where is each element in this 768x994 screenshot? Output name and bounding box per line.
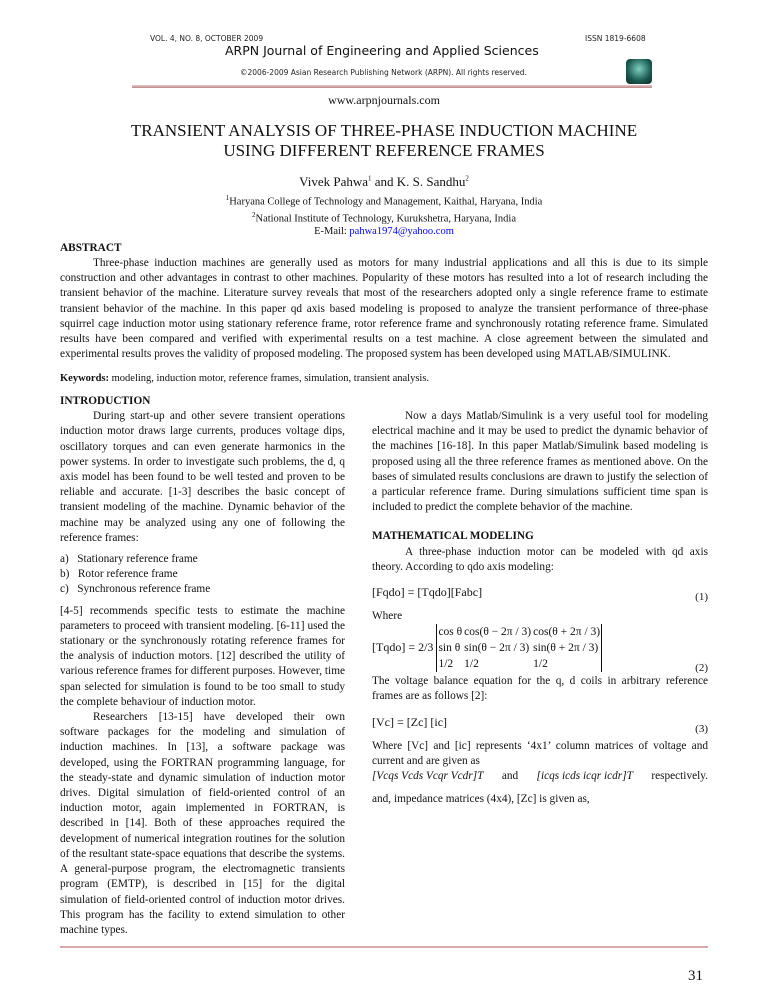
page-number: 31 <box>688 968 703 984</box>
paper-title <box>0 121 768 161</box>
left-column <box>60 394 345 938</box>
abstract-text: Three-phase induction machines are generally used as motors for many industrial applications and all this is due to its simple construction and other advantages in contrast to other machines. Popularity of these motors has resulted into a lot of research including the transient behavior of the machine. Literature survey reveals that most of the researchers adopted only a single reference frame to estimate transient behavior of the machine. In this paper qd axis based modeling is proposed to analyze the transient performance of three-phase squirrel cage induction motor using stationary reference frame, rotor reference frame and synchronously rotating reference frame. Simulated results have been compared and verified with experimental results on a test machine. A close agreement between the simulated and experimental results proves the validity of proposed modeling. The proposed system has been developed using MATLAB/SIMULINK. <box>60 257 708 361</box>
modeling-paragraph: Where [Vc] and [ic] represents ‘4x1’ column matrices of voltage and current and are given as <box>372 739 708 767</box>
modeling-paragraph: and, impedance matrices (4x4), [Zc] is given as, <box>372 793 590 806</box>
vector-definitions <box>372 769 708 784</box>
footer-divider <box>60 946 708 948</box>
authors <box>0 174 768 190</box>
cell: sin(θ + 2π / 3) <box>533 642 599 655</box>
list-item: c) Synchronous reference frame <box>60 583 211 596</box>
sup: 1 <box>368 174 372 183</box>
keywords-text: modeling, induction motor, reference frames, simulation, transient analysis. <box>109 373 430 384</box>
modeling-paragraph: A three-phase induction motor can be modeled with qd axis theory. According to qdo axis modeling: <box>372 545 708 573</box>
journal-name: ARPN Journal of Engineering and Applied Sciences <box>225 43 539 58</box>
author-2: and K. S. Sandhu <box>371 174 466 189</box>
copyright: ©2006-2009 Asian Research Publishing Network (ARPN). All rights reserved. <box>240 68 527 77</box>
cell: sin θ <box>438 642 461 655</box>
volume-info: VOL. 4, NO. 8, OCTOBER 2009 <box>150 34 264 43</box>
eq-number: (2) <box>695 662 708 675</box>
intro-heading: INTRODUCTION <box>60 395 151 407</box>
affiliations <box>0 192 768 239</box>
cell: cos(θ + 2π / 3) <box>533 626 601 639</box>
keywords <box>60 371 708 386</box>
eq-number: (3) <box>695 722 708 735</box>
list-item: b) Rotor reference frame <box>60 568 178 581</box>
intro-paragraph: Now a days Matlab/Simulink is a very useful tool for modeling electrical machine and it may be used to predict the dynamic behavior of the machines [16-18]. In this paper Matlab/Simulink based modeling is proposed using all the three reference frames as mentioned above. On the bases of simulated results conclusions are drawn to justify the selection of a particular reference frame. During simulations sufficient time span is included to predict the complete behavior of the machine. <box>372 410 708 514</box>
eq-number: (1) <box>695 591 708 604</box>
and-text: and <box>501 770 519 783</box>
author-1: Vivek Pahwa <box>299 174 368 189</box>
eq-text: [Fqdo] = [Tqdo][Fabc] <box>372 585 483 600</box>
title-line: TRANSIENT ANALYSIS OF THREE-PHASE INDUCTION MACHINE <box>130 121 638 140</box>
sup: 2 <box>251 211 256 219</box>
arpn-logo <box>626 59 652 84</box>
abstract-heading: ABSTRACT <box>60 242 122 254</box>
eq-text: [Vc] = [Zc] [ic] <box>372 714 448 729</box>
title-line: USING DIFFERENT REFERENCE FRAMES <box>223 141 545 160</box>
equation-3 <box>372 715 708 739</box>
intro-paragraph: During start-up and other severe transient operations induction motor draws large currents, produces voltage dips, oscillatory torques and can even generate harmonics in the power systems. In order to investigate such problems, the d, q axis model has been found to be well tested and proven to be reliable and accurate. [1-3] describes the basic concept of transient modeling of the machine. Dynamic behavior of the machine may be analyzed using any one of following the reference frames: <box>60 410 345 544</box>
website-link[interactable]: www.arpnjournals.com <box>328 93 440 107</box>
keywords-label: Keywords: <box>60 373 109 384</box>
cell: cos(θ − 2π / 3) <box>464 626 532 639</box>
list-item: a) Stationary reference frame <box>60 553 198 566</box>
reference-frame-list <box>60 552 345 598</box>
sup: 1 <box>225 194 230 202</box>
where-label: Where <box>372 610 403 623</box>
transform-matrix <box>436 624 602 672</box>
equation-1 <box>372 585 708 609</box>
aff-text: National Institute of Technology, Kurukshetra, Haryana, India <box>255 213 517 225</box>
respectively-text: respectively. <box>651 770 708 783</box>
affiliation-1 <box>0 192 768 209</box>
equation-2 <box>372 624 708 674</box>
email-link[interactable]: pahwa1974@yahoo.com <box>349 226 454 237</box>
cell: sin(θ − 2π / 3) <box>464 642 530 655</box>
cell: cos θ <box>438 626 463 639</box>
eq-text: [Tqdo] = 2/3 <box>372 639 434 654</box>
email-label: E-Mail: <box>314 226 350 237</box>
cell: 1/2 <box>533 658 548 671</box>
issn: ISSN 1819-6608 <box>585 34 646 43</box>
intro-paragraph: [4-5] recommends specific tests to estimate the machine parameters to proceed with transient modeling. [6-11] used the stationary or the synchronously rotating reference frames for the analysis of induction motors. [12] described the utility of various reference frames for different purposes. However, time span selected for simulation is found to be too small to study the complete behaviour of induction motor. <box>60 604 345 708</box>
email <box>0 226 768 239</box>
cell: 1/2 <box>464 658 479 671</box>
voltage-vector: [Vcqs Vcds Vcqr Vcdr]T <box>372 770 484 783</box>
intro-paragraph: Researchers [13-15] have developed their own software packages for the modeling and simulation of induction machines. In [13], a software package was developed, using the FORTRAN programming language, for the steady-state and dynamic simulation of induction motor drives. Digital simulation of field-oriented control of an induction motor, again implemented in FORTRAN, is described in [14]. Both of these approaches required the development of numerical integration routines for the solution of the resultant state-space equations that describe the systems. A general-purpose program, the electromagnetic transients program (EMTP), is described in [15] for the digital simulation of field-oriented control of induction motor drives. This program has the facility to extend simulation to other machine types. <box>60 711 345 936</box>
header-divider <box>132 85 652 88</box>
right-column <box>372 394 708 807</box>
affiliation-2 <box>0 209 768 226</box>
current-vector: [icqs icds icqr icdr]T <box>536 770 633 783</box>
aff-text: Haryana College of Technology and Management, Kaithal, Haryana, India <box>229 196 543 208</box>
modeling-heading: MATHEMATICAL MODELING <box>372 530 534 543</box>
sup: 2 <box>465 174 469 183</box>
cell: 1/2 <box>438 658 454 671</box>
modeling-paragraph: The voltage balance equation for the q, d coils in arbitrary reference frames are as follows [2]: <box>372 675 708 703</box>
